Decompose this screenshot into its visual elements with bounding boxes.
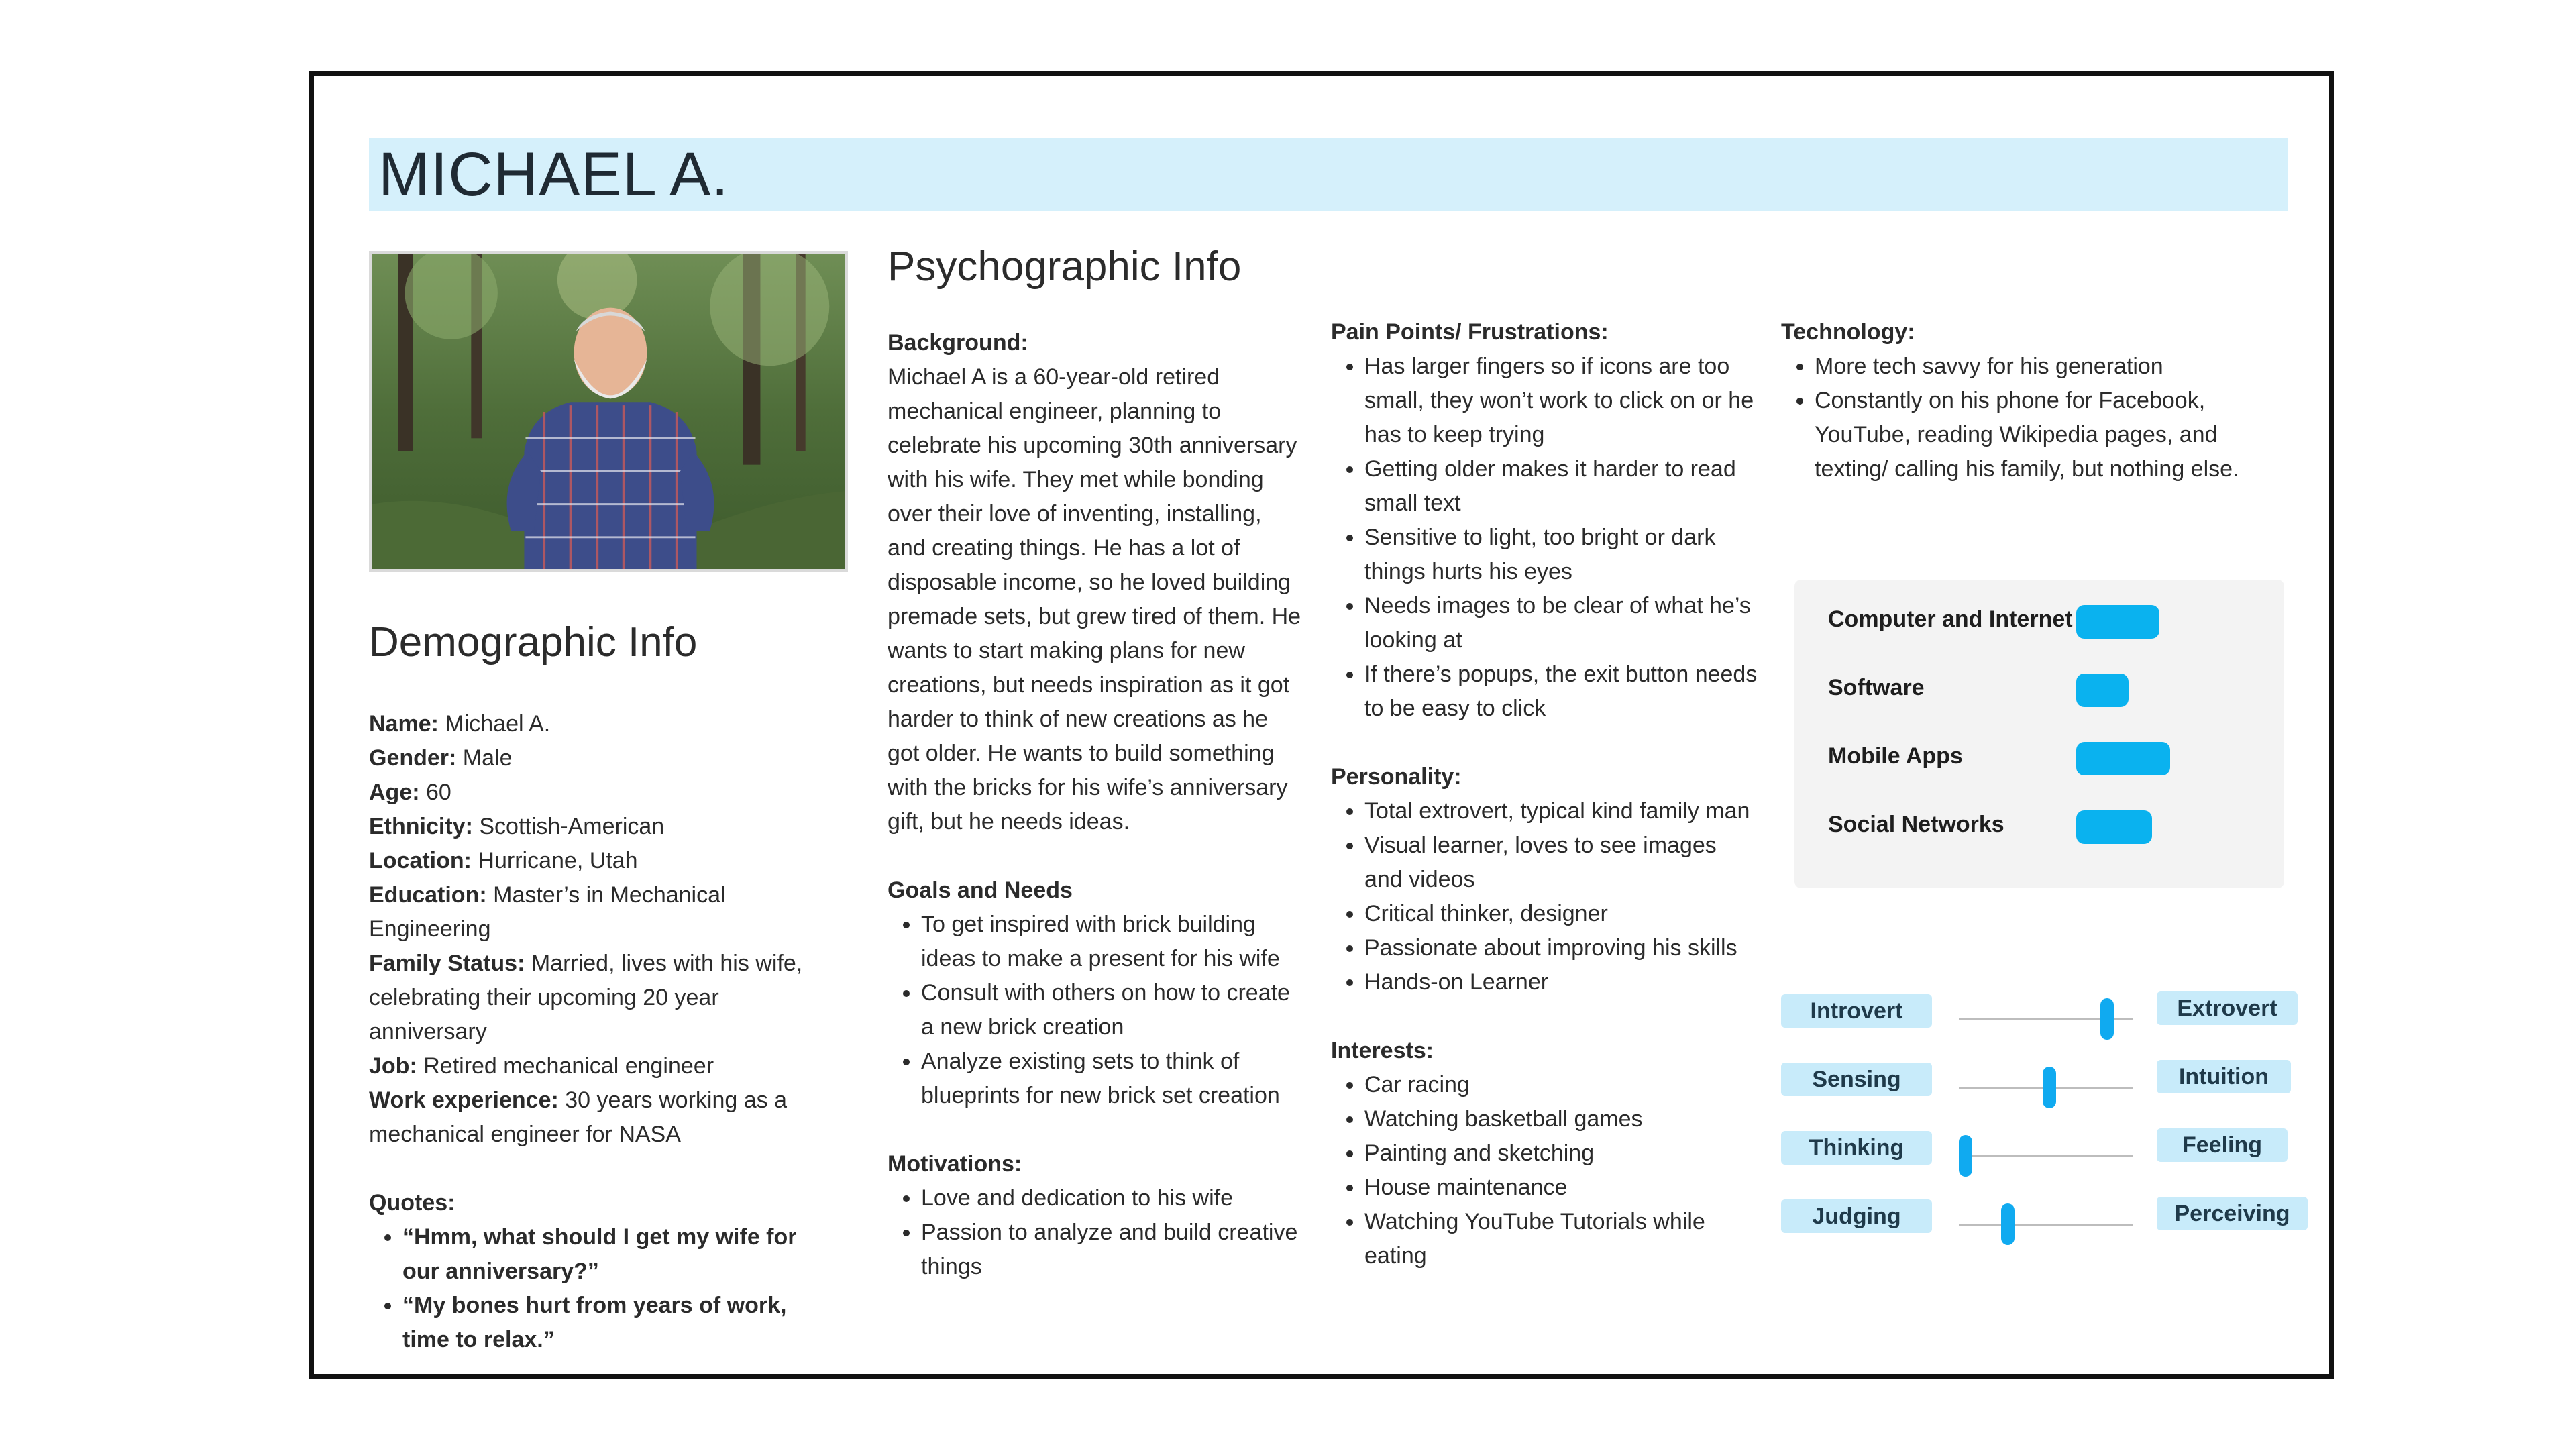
pain-points-list [1331, 350, 1760, 726]
technology-label: Technology: [1781, 319, 1915, 345]
interests-label: Interests: [1331, 1038, 1434, 1063]
personality-item: • Hands-on Learner [1364, 965, 1760, 1000]
personality-item: • Total extrovert, typical kind family man [1364, 794, 1760, 828]
pain-point-item: • Getting older makes it harder to read small text [1364, 452, 1760, 521]
tech-skills-panel [1794, 580, 2284, 888]
demographic-row-job: Job: Retired mechanical engineer [369, 1053, 714, 1079]
psychographic-heading: Psychographic Info [888, 244, 1242, 290]
personality-item: • Critical thinker, designer [1364, 897, 1760, 931]
interests-list [1331, 1068, 1760, 1273]
interest-item: • Watching YouTube Tutorials while eating [1364, 1205, 1760, 1273]
interest-item: • Watching basketball games [1364, 1102, 1760, 1136]
personality-item: • Visual learner, loves to see images and videos [1364, 828, 1760, 897]
trait-right-perceiving: Perceiving [2157, 1197, 2308, 1230]
skill-label-social-networks: Social Networks [1828, 812, 2004, 837]
background-label: Background: [888, 330, 1028, 356]
goal-item: • To get inspired with brick building ideas to make a present for his wife [921, 908, 1303, 976]
pain-points-label: Pain Points/ Frustrations: [1331, 319, 1609, 345]
quote-item: • “My bones hurt from years of work, time to relax.” [402, 1289, 825, 1357]
trait-left-sensing: Sensing [1781, 1063, 1932, 1096]
goals-label: Goals and Needs [888, 877, 1073, 903]
skill-bar-social-networks [2076, 810, 2152, 844]
demographic-details [369, 707, 825, 1357]
trait-track-judging-perceiving [1959, 1224, 2133, 1226]
trait-thumb-sensing-intuition [2043, 1067, 2056, 1108]
personality-list [1331, 794, 1760, 1000]
motivations-label: Motivations: [888, 1151, 1022, 1177]
demographic-row-work-experience: Work experience: 30 years working as a mechanical engineer for NASA [369, 1087, 787, 1147]
trait-left-thinking: Thinking [1781, 1131, 1932, 1165]
interest-item: • House maintenance [1364, 1171, 1760, 1205]
personality-item: • Passionate about improving his skills [1364, 931, 1760, 965]
demographic-row-name: Name: Michael A. [369, 711, 551, 737]
technology-list [1781, 350, 2251, 486]
persona-photo-illustration [372, 254, 845, 569]
skill-bar-computer-internet [2076, 605, 2159, 639]
personality-label: Personality: [1331, 764, 1462, 790]
technology-item: • More tech savvy for his generation [1815, 350, 2251, 384]
persona-photo [369, 251, 848, 572]
goal-item: • Analyze existing sets to think of blueprints for new brick set creation [921, 1044, 1303, 1113]
demographic-row-location: Location: Hurricane, Utah [369, 848, 638, 873]
demographic-row-ethnicity: Ethnicity: Scottish-American [369, 814, 665, 839]
trait-thumb-judging-perceiving [2001, 1203, 2015, 1245]
technology-item: • Constantly on his phone for Facebook, YouTube, reading Wikipedia pages, and texting/ calling his family, but nothing else. [1815, 384, 2251, 486]
trait-thumb-thinking-feeling [1959, 1135, 1972, 1177]
trait-track-thinking-feeling [1959, 1155, 2133, 1157]
quote-item: • “Hmm, what should I get my wife for our anniversary?” [402, 1220, 825, 1289]
needs-column [1331, 315, 1760, 1273]
trait-left-judging: Judging [1781, 1199, 1932, 1233]
background-text: Michael A is a 60-year-old retired mechanical engineer, planning to celebrate his upcoming 30th anniversary with his wife. They met while bonding over their love of inventing, installing, and creating things. He has a lot of disposable income, so he loved building premade sets, but grew tired of them. He wants to start making plans for new creations, but needs inspiration as it got harder to think of new creations as he got older. He wants to build something with the bricks for his wife’s anniversary gift, but he needs ideas. [888, 364, 1301, 835]
quotes-label: Quotes: [369, 1190, 455, 1216]
pain-point-item: • Sensitive to light, too bright or dark things hurts his eyes [1364, 521, 1760, 589]
pain-point-item: • If there’s popups, the exit button needs to be easy to click [1364, 657, 1760, 726]
demographic-heading: Demographic Info [369, 619, 698, 665]
demographic-row-family-status: Family Status: Married, lives with his wife, celebrating their upcoming 20 year anniversary [369, 951, 803, 1044]
skill-bar-software [2076, 674, 2129, 707]
demographic-row-age: Age: 60 [369, 780, 451, 805]
interest-item: • Painting and sketching [1364, 1136, 1760, 1171]
technology-section [1781, 315, 2251, 486]
motivations-list [888, 1181, 1303, 1284]
pain-point-item: • Has larger fingers so if icons are too small, they won’t work to click on or he has to keep trying [1364, 350, 1760, 452]
pain-point-item: • Needs images to be clear of what he’s looking at [1364, 589, 1760, 657]
interest-item: • Car racing [1364, 1068, 1760, 1102]
demographic-row-gender: Gender: Male [369, 745, 513, 771]
skill-label-computer-internet: Computer and Internet [1828, 606, 2073, 632]
skill-label-software: Software [1828, 675, 1925, 700]
title-band [369, 138, 2288, 211]
trait-right-intuition: Intuition [2157, 1060, 2291, 1093]
goals-list [888, 908, 1303, 1113]
quotes-list [369, 1220, 825, 1357]
motivation-item: • Passion to analyze and build creative things [921, 1216, 1303, 1284]
demographic-row-education: Education: Master’s in Mechanical Engineering [369, 882, 726, 942]
trait-left-introvert: Introvert [1781, 994, 1932, 1028]
skill-bar-mobile-apps [2076, 742, 2170, 775]
trait-right-extrovert: Extrovert [2157, 991, 2298, 1025]
goal-item: • Consult with others on how to create a new brick creation [921, 976, 1303, 1044]
trait-right-feeling: Feeling [2157, 1128, 2288, 1162]
motivation-item: • Love and dedication to his wife [921, 1181, 1303, 1216]
psychographic-details [888, 326, 1303, 1284]
persona-name-title: MICHAEL A. [378, 140, 729, 209]
skill-label-mobile-apps: Mobile Apps [1828, 743, 1963, 769]
trait-thumb-introvert-extrovert [2100, 998, 2114, 1040]
